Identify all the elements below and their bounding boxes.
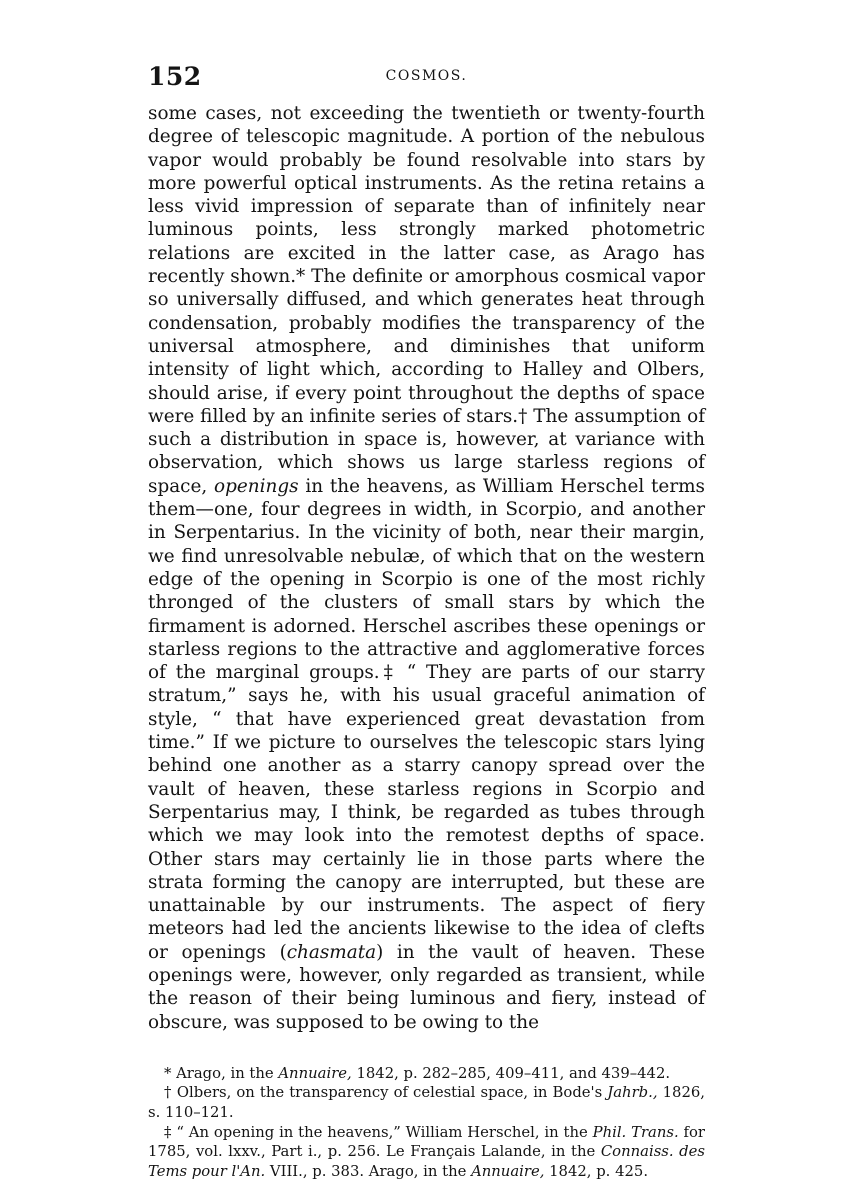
running-title: COSMOS. xyxy=(385,68,468,84)
footnote-2-text-end: 1826, s. 110–121. xyxy=(148,1084,705,1122)
page-number: 152 xyxy=(148,62,202,91)
running-head xyxy=(148,62,705,96)
body-paragraph xyxy=(148,102,705,1034)
footnote-3-text: ‡ “ An opening in the heavens,” William Herschel, in the xyxy=(164,1123,593,1141)
footnote-2-italic: Jahrb., xyxy=(607,1084,658,1102)
italic-term-chasmata: chasmata xyxy=(286,941,377,963)
footnote-3-italic-3: Annuaire, xyxy=(471,1162,545,1180)
footnote-2 xyxy=(148,1083,705,1122)
body-text-segment-1: some cases, not exceeding the twentieth or twenty-fourth degree of telescopic magnitude. A portion of the nebulous vapor would probably be found resolvable into stars by more powerful optical instruments. As the retina retains a less vivid impression of separate than of infinitely near luminous points, less strongly marked photometric relations are excited in the latter case, as Arago has recently shown.* The definite or amorphous cosmical vapor so universally diffused, and which generates heat through condensation, probably modifies the transparency of the universal atmosphere, and diminishes that uniform intensity of light which, according to Halley and Olbers, should arise, if every point throughout the depths of space were filled by an infinite series of stars.† The assumption of such a distribution in space is, however, at variance with observation, which shows us large starless regions of space, xyxy=(148,103,705,497)
italic-term-openings: openings xyxy=(214,475,299,497)
body-text-segment-3: ) in the vault of heaven. These openings were, however, only regarded as transient, while the reason of their being luminous and fiery, instead of obscure, was supposed to be owing to the xyxy=(148,941,705,1033)
footnote-1 xyxy=(148,1064,705,1084)
footnote-3-text-3: VIII., p. 383. Arago, in the xyxy=(265,1162,472,1180)
footnote-2-text: † Olbers, on the transparency of celestial space, in Bode's xyxy=(164,1084,608,1102)
footnote-3-italic-1: Phil. Trans. xyxy=(592,1123,679,1141)
footnote-1-italic: Annuaire, xyxy=(278,1064,352,1082)
footnote-1-text: * Arago, in the xyxy=(164,1064,279,1082)
footnote-3-text-2: for 1785, vol. lxxv., Part i., p. 256. Le Français Lalande, in the xyxy=(148,1123,705,1161)
footnote-3-italic-2: Connaiss. des Tems pour l'An. xyxy=(148,1143,706,1180)
footnote-3 xyxy=(148,1123,705,1181)
footnote-3-text-end: 1842, p. 425. xyxy=(544,1162,649,1180)
body-text xyxy=(148,102,705,1034)
footnotes xyxy=(148,1064,705,1181)
body-text-segment-2: in the heavens, as William Herschel terms them—one, four degrees in width, in Scorpio, and another in Serpentarius. In the vicinity of both, near their margin, we find unresolvable nebulæ, of which that on the western edge of the opening in Scorpio is one of the most richly thronged of the clusters of small stars by which the firmament is adorned. Herschel ascribes these openings or starless regions to the attractive and agglomerative forces of the marginal groups.‡ “ They are parts of our starry stratum,” says he, with his usual graceful animation of style, “ that have experienced great devastation from time.” If we picture to ourselves the telescopic stars lying behind one another as a starry canopy spread over the vault of heaven, these starless regions in Scorpio and Serpentarius may, I think, be regarded as tubes through which we may look into the remotest depths of space. Other stars may certainly lie in those parts where the strata forming the canopy are interrupted, but these are unattainable by our instruments. The aspect of fiery meteors had led the ancients likewise to the idea of clefts or openings ( xyxy=(148,475,705,963)
footnote-1-text-end: 1842, p. 282–285, 409–411, and 439–442. xyxy=(351,1064,671,1082)
